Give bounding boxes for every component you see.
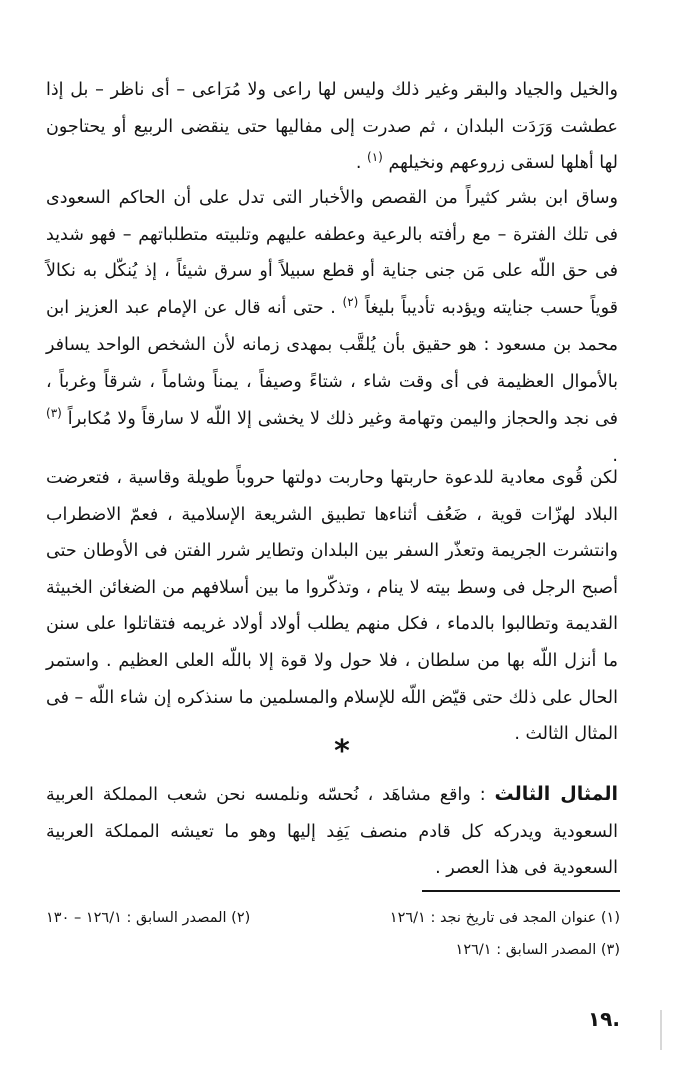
section-separator: * — [334, 734, 350, 769]
footnote-2: (٢) المصدر السابق : ١٢٦/١ – ١٣٠ — [46, 910, 251, 926]
paragraph-3 — [46, 460, 618, 753]
paragraph-1-text: والخيل والجياد والبقر وغير ذلك وليس لها راعى ولا مُرَاعى – أى ناظر – بل إذا عطشت وَرَدَت البلدان ، ثم صدرت إلى مفاليها حتى ينقضى الربيع أو يحتاجون لها أهلها لسقى زروعهم ونخيلهم — [46, 80, 618, 174]
paragraph-4-text: : واقع مشاهَد ، نُحسّه ونلمسه نحن شعب المملكة العربية السعودية ويدركه كل قادم منصف يَفِد إليها وهو ما تعيشه المملكة العربية السعودية فى هذا العصر . — [46, 785, 618, 879]
paragraph-2-middle: . حتى أنه قال عن الإمام عبد العزيز ابن محمد بن مسعود : هو حقيق بأن يُلقَّب بمهدى زمانه لأن الشخص الواحد يسافر بالأموال العظيمة فى أى وقت شاء ، شتاءً وصيفاً ، يمناً وشاماً ، شرقاً وغرباً ، فى نجد والحجاز واليمن وتهامة وغير ذلك لا يخشى إلا اللّه لا سارقاً ولا مُكابراً — [46, 297, 618, 429]
paragraph-3-text: لكن قُوى معادية للدعوة حاربتها وحاربت دولتها حروباً طويلة وقاسية ، فتعرضت البلاد لهزّات قوية ، ضَعُف أثناءها تطبيق الشريعة الإسلامية ، فعمّ الاضطراب وانتشرت الجريمة وتعذّر السفر بين البلدان وتطاير شرر الفتن فى الأوطان حتى أصبح الرجل فى وسط بيته لا ينام ، وتذكّروا ما بين أسلافهم من الضغائن الخبيثة القديمة وتطالبوا بالدماء ، فكل منهم يطلب أولاد أولاد غريمه فتقاتلوا على سنن ما أنزل اللّه بها من سلطان ، فلا حول ولا قوة إلا باللّه العلى العظيم . واستمر الحال على ذلك حتى قيّض اللّه للإسلام والمسلمين ما سنذكره إن شاء اللّه – فى المثال الثالث . — [46, 468, 618, 745]
footnote-ref-1[interactable]: (١) — [367, 150, 383, 165]
footnote-divider — [422, 890, 620, 892]
paragraph-2-tail: . — [612, 446, 618, 467]
paragraph-1-tail: . — [355, 153, 368, 174]
footnote-1: (١) عنوان المجد فى تاريخ نجد : ١٢٦/١ — [389, 910, 620, 926]
paragraph-1 — [46, 72, 618, 183]
footnotes — [46, 902, 620, 966]
paragraph-2-text: وساق ابن بشر كثيراً من القصص والأخبار التى تدل على أن الحاكم السعودى فى تلك الفترة – مع رأفته بالرعية وعطفه عليهم وتلبيته متطلباتهم – فهو شديد فى حق اللّه على مَن جنى جناية أو قطع سبيلاً أو سرق شيئاً ، إذ يُنكّل به نكالاً قوياً حسب جنايته ويؤدبه تأديباً بليغاً — [46, 188, 618, 318]
page-number: ١٩. — [587, 1007, 620, 1031]
footnote-3: (٣) المصدر السابق : ١٢٦/١ — [455, 942, 620, 958]
footnote-row — [46, 902, 620, 934]
paragraph-4 — [46, 776, 618, 887]
footnote-ref-2[interactable]: (٢) — [342, 294, 359, 309]
page-edge-mark — [660, 1010, 662, 1050]
footnote-ref-3[interactable]: (٣) — [46, 405, 62, 420]
section-heading: المثال الثالث — [494, 783, 618, 805]
footnote-row — [46, 934, 620, 966]
paragraph-2 — [46, 180, 618, 475]
